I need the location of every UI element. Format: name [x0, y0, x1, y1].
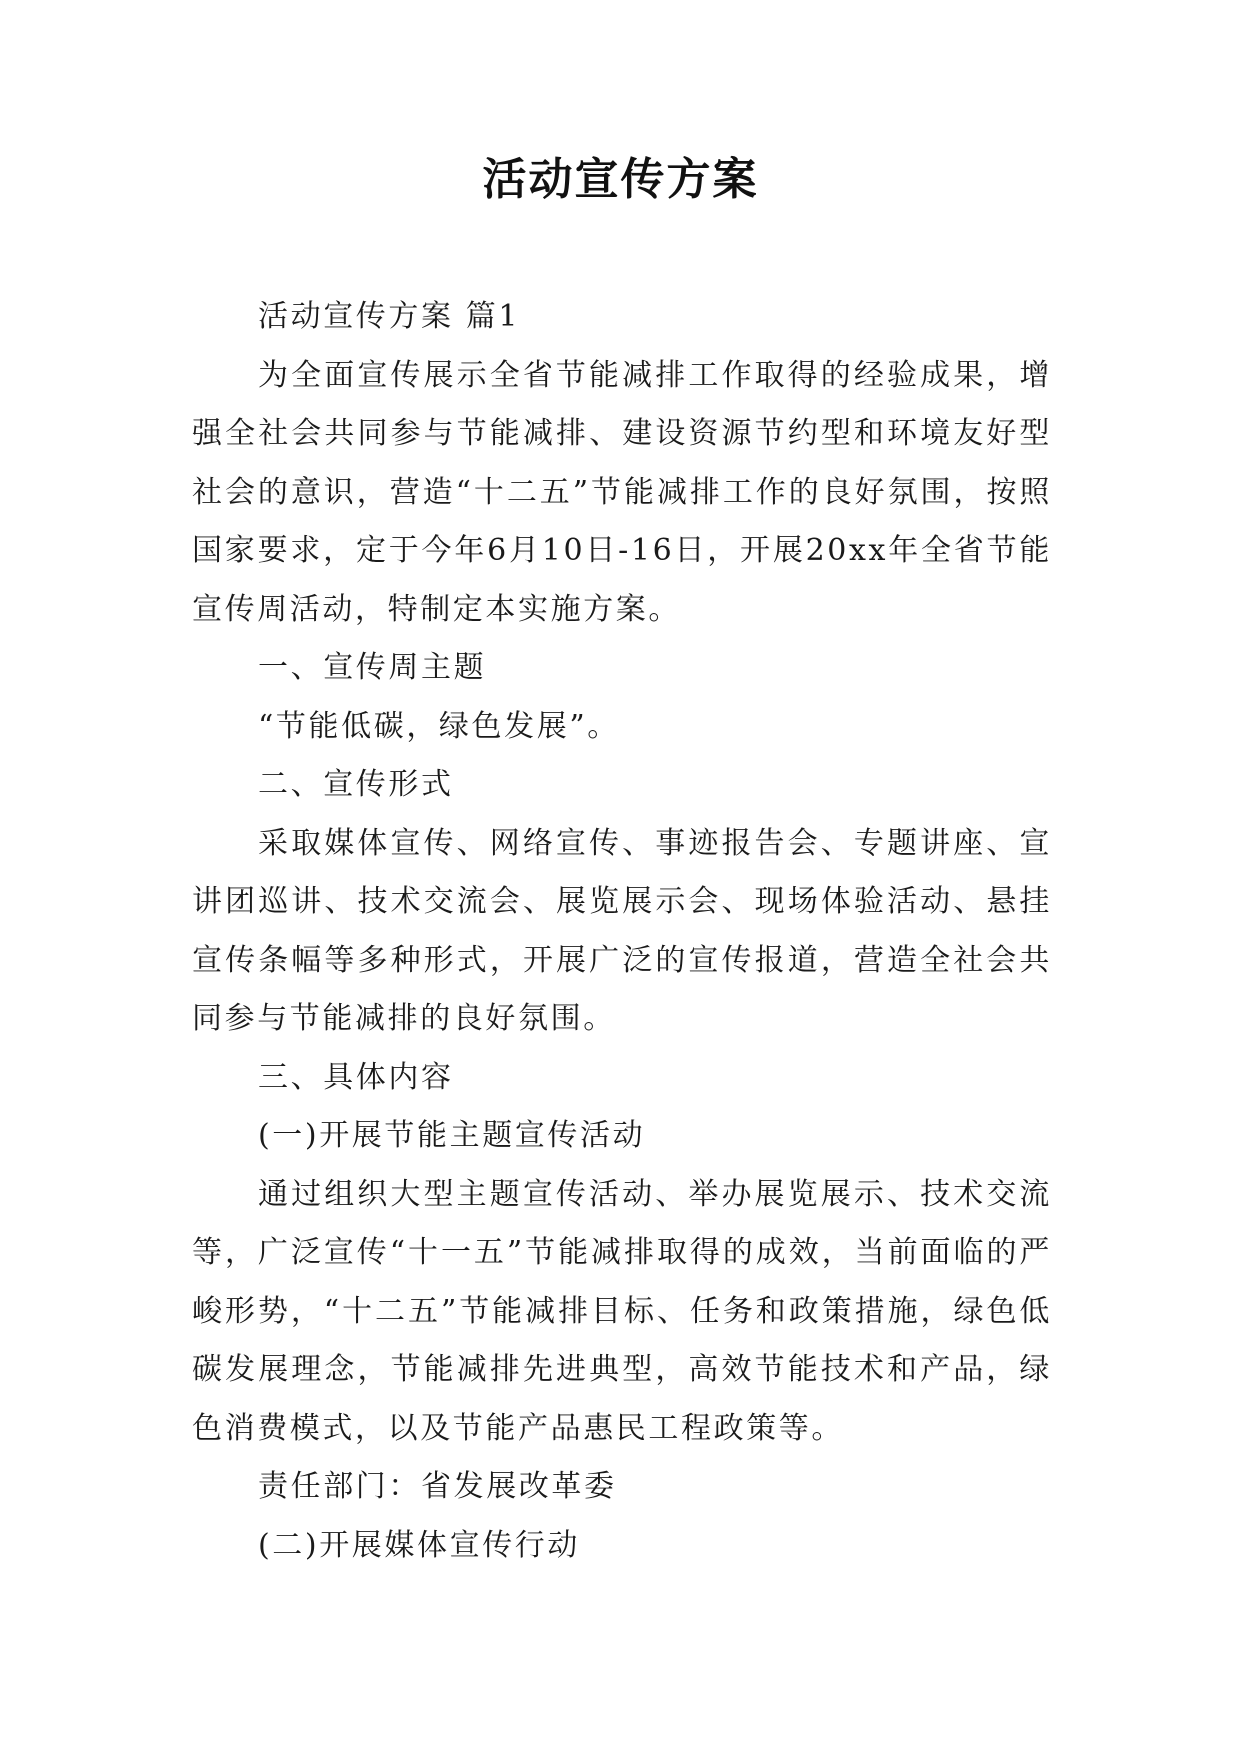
subsection-1-paragraph: 通过组织大型主题宣传活动、举办展览展示、技术交流等，广泛宣传“十一五”节能减排取得的成效，当前面临的严峻形势，“十二五”节能减排目标、任务和政策措施，绿色低碳发展理念，节能减排先进典型，高效节能技术和产品，绿色消费模式，以及节能产品惠民工程政策等。: [192, 1176, 1052, 1446]
section-heading-theme: 一、宣传周主题: [258, 650, 487, 685]
section-heading-format: 二、宣传形式: [258, 767, 454, 802]
theme-text: “节能低碳，绿色发展”。: [258, 708, 620, 744]
format-paragraph: 采取媒体宣传、网络宣传、事迹报告会、专题讲座、宣讲团巡讲、技术交流会、展览展示会、现场体验活动、悬挂宣传条幅等多种形式，开展广泛的宣传报道，营造全社会共同参与节能减排的良好氛围。: [192, 825, 1052, 1036]
intro-paragraph: 为全面宣传展示全省节能减排工作取得的经验成果，增强全社会共同参与节能减排、建设资源节约型和环境友好型社会的意识，营造“十二五”节能减排工作的良好氛围，按照国家要求，定于今年6月10日-16日，开展20xx年全省节能宣传周活动，特制定本实施方案。: [192, 357, 1052, 627]
subsection-heading-2: (二)开展媒体宣传行动: [258, 1527, 581, 1563]
responsible-department: 责任部门：省发展改革委: [258, 1469, 617, 1504]
document-body: [192, 288, 1052, 1575]
section-heading-content: 三、具体内容: [258, 1059, 454, 1095]
subsection-heading-1: (一)开展节能主题宣传活动: [258, 1118, 646, 1153]
section-heading-article: 活动宣传方案 篇1: [258, 299, 521, 334]
document-title: 活动宣传方案: [482, 154, 759, 205]
